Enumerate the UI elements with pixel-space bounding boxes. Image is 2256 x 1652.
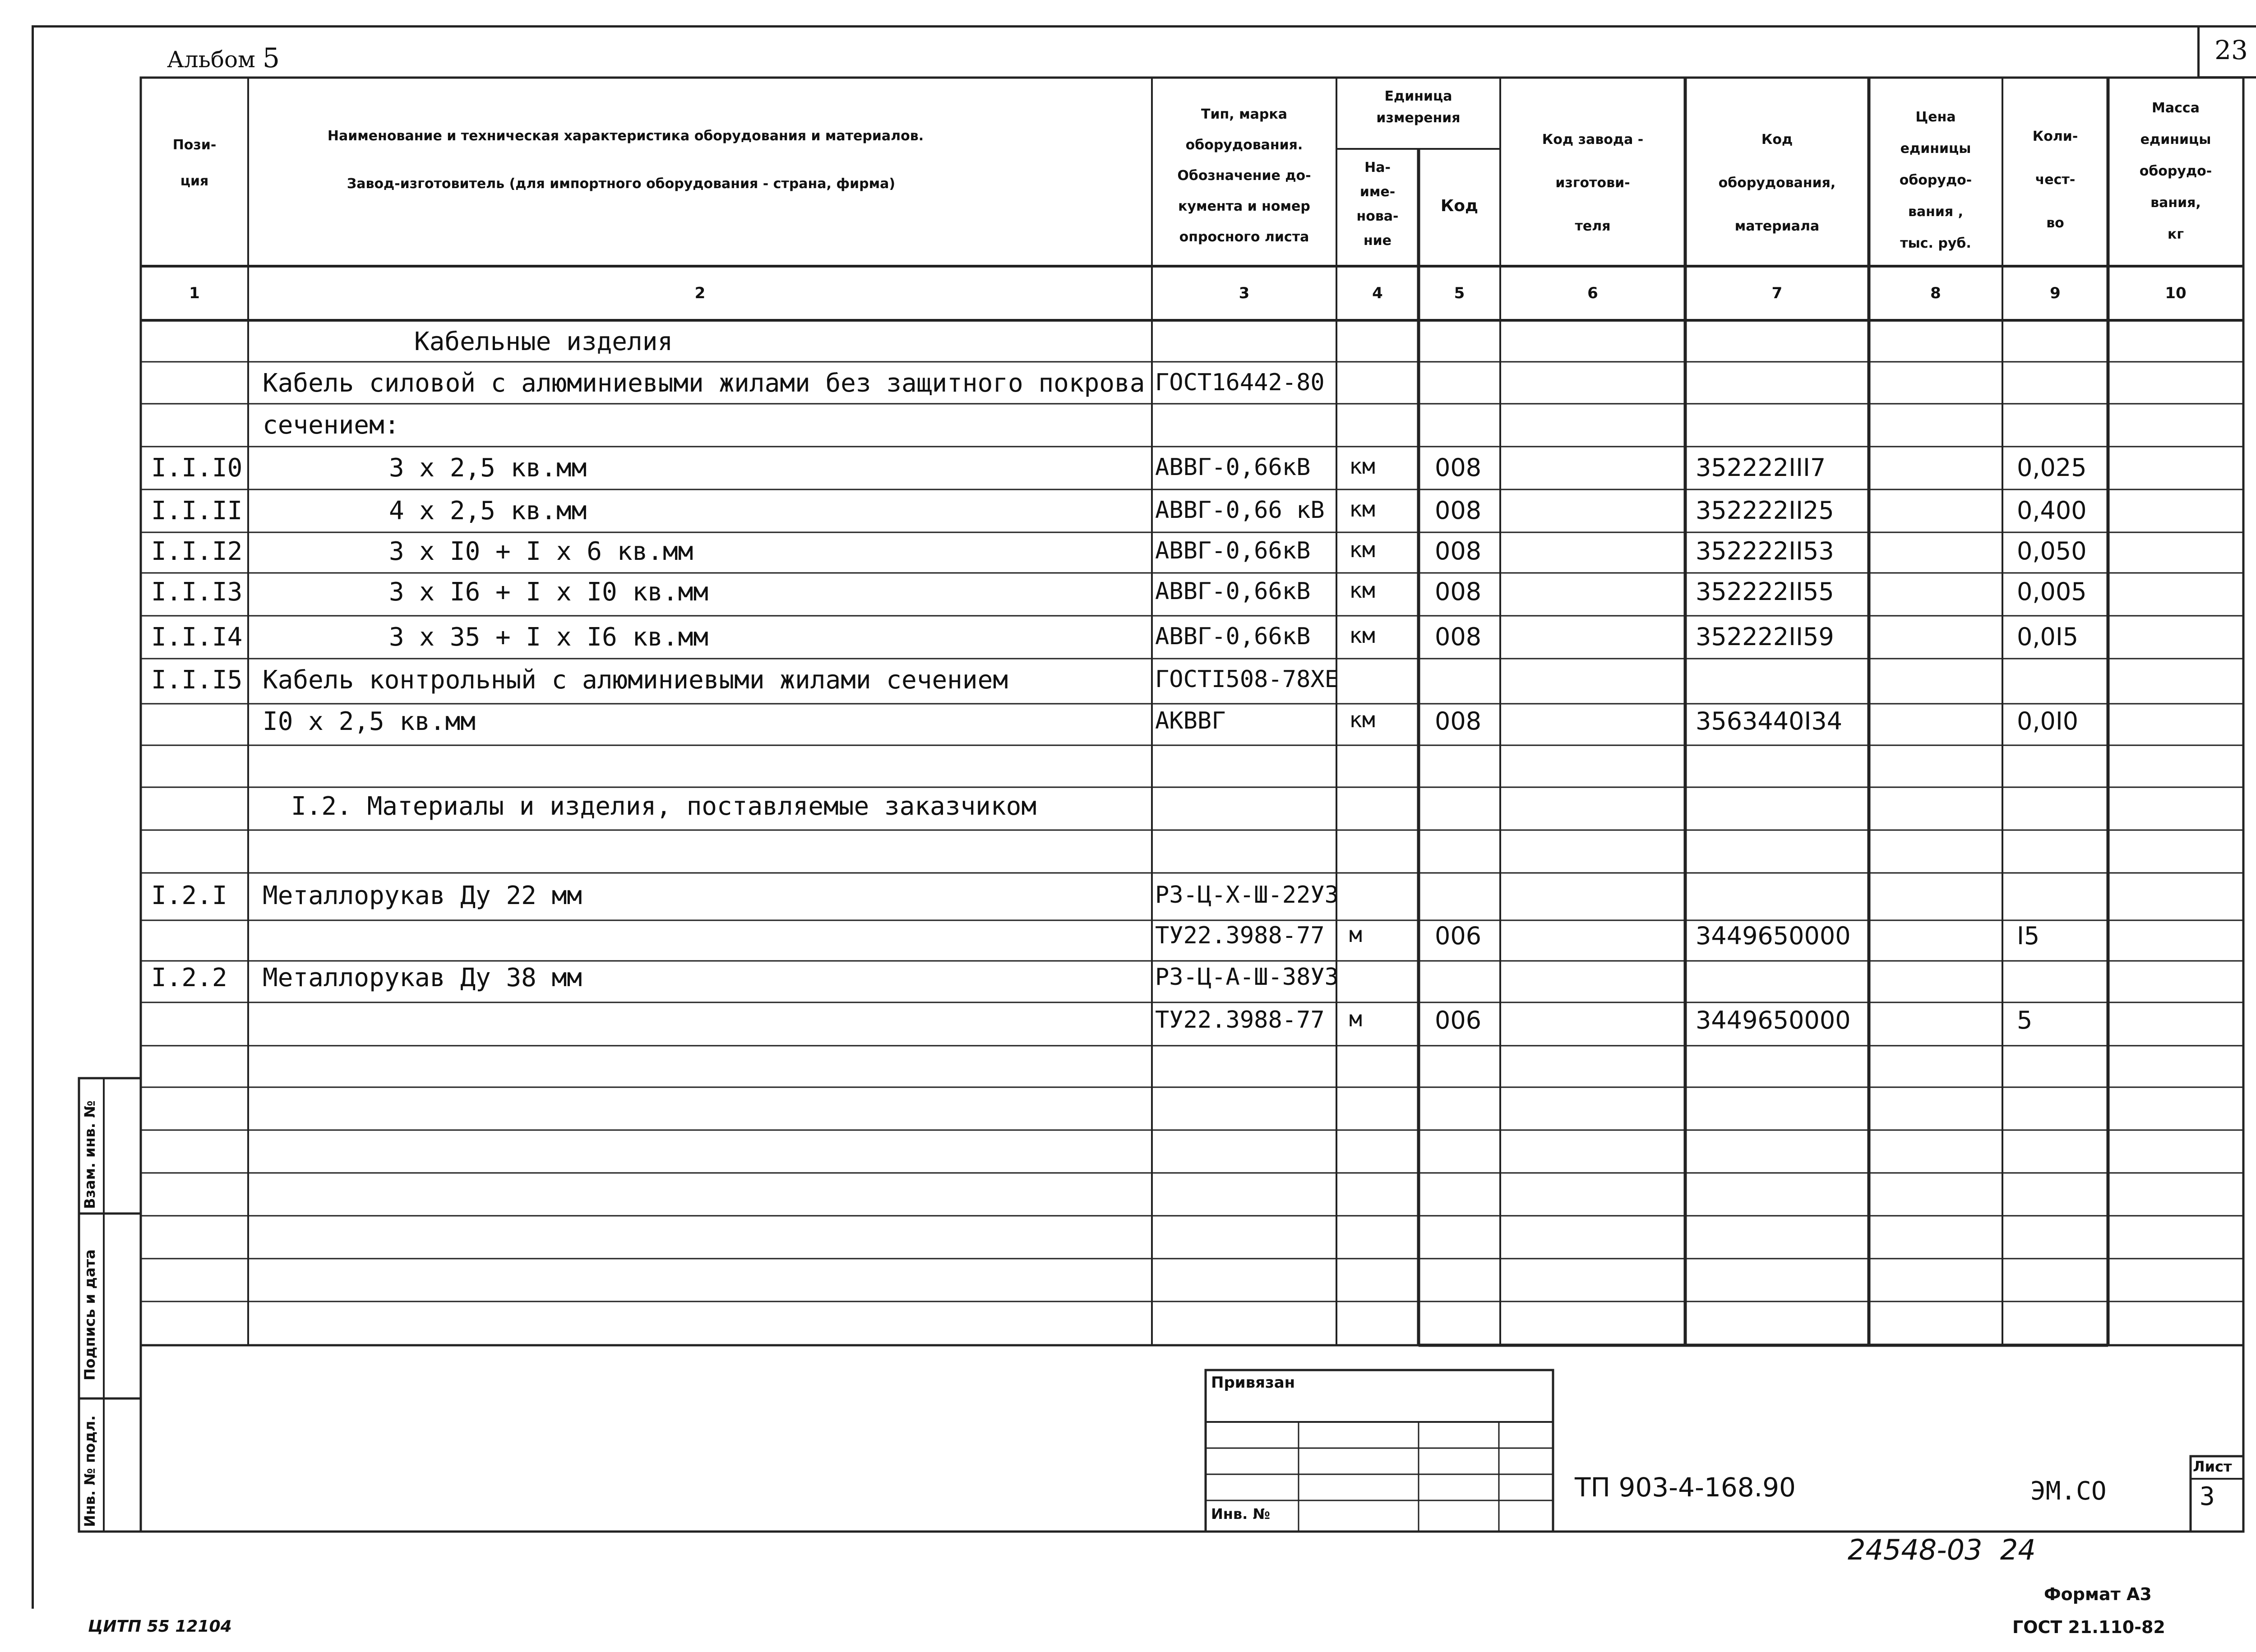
row-equipment-code: 3563440I34 <box>1696 707 1843 735</box>
row-unit-code: 008 <box>1435 707 1482 735</box>
row-quantity: 0,0I0 <box>2017 707 2079 735</box>
row-type: АВВГ-0,66кВ <box>1155 537 1311 564</box>
header-quantity <box>2002 115 2108 245</box>
side-label-signature-date: Подпись и дата <box>81 1249 98 1380</box>
page-number: 23 <box>2214 35 2248 65</box>
header-type-line2: оборудования. <box>1185 137 1303 153</box>
row-unit: м <box>1349 1006 1362 1032</box>
row-equipment-code: 352222II59 <box>1696 623 1834 651</box>
row-unit-code: 008 <box>1435 537 1482 565</box>
header-plant-code-line2: изготови- <box>1555 175 1630 191</box>
row-unit: км <box>1349 578 1375 603</box>
row-quantity: 5 <box>2017 1006 2033 1034</box>
row-quantity: 0,005 <box>2017 577 2087 606</box>
row-type: АВВГ-0,66кВ <box>1155 578 1311 605</box>
row-equipment-code: 352222II55 <box>1696 577 1834 606</box>
row-position: I.I.I0 <box>151 453 243 483</box>
row-position: I.I.I2 <box>151 537 243 566</box>
header-type-line5: опросного листа <box>1179 229 1309 245</box>
colnum-3: 3 <box>1239 284 1250 302</box>
row-type: ГОСТI508-78ХЕ <box>1155 666 1339 693</box>
row-unit: км <box>1349 707 1375 733</box>
row-unit-code: 006 <box>1435 1006 1482 1034</box>
header-quantity-line2: чест- <box>2035 172 2076 188</box>
header-unit-name-line2: име- <box>1359 184 1396 200</box>
album-label-text: Альбом <box>167 46 255 73</box>
row-unit-code: 008 <box>1435 453 1482 482</box>
row-quantity: 0,025 <box>2017 453 2087 482</box>
colnum-10: 10 <box>2165 284 2187 302</box>
row-unit: м <box>1349 922 1362 947</box>
row-type: ТУ22.3988-77 <box>1155 1006 1325 1034</box>
footer-format: Формат А3 <box>2044 1584 2152 1604</box>
colnum-2: 2 <box>694 284 706 302</box>
row-unit-code: 008 <box>1435 623 1482 651</box>
row-equipment-code: 352222III7 <box>1696 453 1826 482</box>
header-mass-line3: оборудо- <box>2139 163 2212 179</box>
header-name-line1: Наименование и техническая характеристика оборудования и материалов. <box>327 128 924 144</box>
row-position: I.I.I4 <box>151 623 243 652</box>
stamp-document-mark: ЭМ.СО <box>2030 1477 2107 1506</box>
stamp-bound-label: Привязан <box>1211 1374 1295 1392</box>
colnum-5: 5 <box>1454 284 1465 302</box>
header-unit-code: Код <box>1440 197 1479 215</box>
header-name-line2: Завод-изготовитель (для импортного оборудования - страна, фирма) <box>347 176 896 192</box>
row-equipment-code: 3449650000 <box>1696 922 1851 950</box>
row-name: Металлорукав Ду 38 мм <box>263 963 582 992</box>
row-name: 3 x 35 + I x I6 кв.мм <box>389 623 709 652</box>
row-name: 3 x 2,5 кв.мм <box>389 453 587 483</box>
row-position: I.I.I3 <box>151 577 243 607</box>
header-unit <box>1336 86 1500 129</box>
header-plant-code-line3: теля <box>1575 218 1611 234</box>
album-number: 5 <box>262 42 280 74</box>
row-type: АВВГ-0,66кВ <box>1155 454 1311 481</box>
colnum-7: 7 <box>1771 284 1783 302</box>
row-type: ГОСТ16442-80 <box>1155 369 1325 396</box>
header-type-line4: кумента и номер <box>1178 198 1310 214</box>
row-name: 3 x I6 + I x I0 кв.мм <box>389 577 709 607</box>
header-quantity-line3: во <box>2046 215 2064 231</box>
row-name: сечением: <box>263 411 400 440</box>
row-unit: км <box>1349 454 1375 479</box>
header-unit-name-line4: ние <box>1363 233 1392 249</box>
header-unit-name <box>1336 156 1419 253</box>
header-unit-name-line3: нова- <box>1356 208 1399 224</box>
header-equipment-code-line1: Код <box>1761 132 1793 148</box>
row-unit-code: 008 <box>1435 496 1482 525</box>
stamp-document-number: ТП 903-4-168.90 <box>1575 1472 1796 1503</box>
header-mass-line4: вания, <box>2150 195 2201 211</box>
row-quantity: 0,400 <box>2017 496 2087 525</box>
row-unit-code: 008 <box>1435 577 1482 606</box>
header-plant-code <box>1500 118 1685 248</box>
header-equipment-code <box>1685 118 1869 248</box>
row-unit: км <box>1349 623 1375 648</box>
stamp-sheet-label: Лист <box>2193 1458 2232 1475</box>
header-price <box>1869 102 2002 259</box>
footer-left-code: ЦИТП 55 12104 <box>88 1617 232 1636</box>
colnum-9: 9 <box>2050 284 2061 302</box>
row-equipment-code: 3449650000 <box>1696 1006 1851 1034</box>
header-price-line4: вания , <box>1908 204 1964 220</box>
row-equipment-code: 352222II53 <box>1696 537 1834 565</box>
header-mass-line1: Масса <box>2152 100 2200 116</box>
header-price-line5: тыс. руб. <box>1900 235 1971 251</box>
row-type: АВВГ-0,66кВ <box>1155 623 1311 650</box>
row-equipment-code: 352222II25 <box>1696 496 1834 525</box>
row-type: Р3-Ц-Х-Ш-22У3 <box>1155 881 1339 909</box>
header-type <box>1152 99 1336 253</box>
header-unit-line2: измерения <box>1376 110 1461 126</box>
row-name: 3 x I0 + I x 6 кв.мм <box>389 537 693 566</box>
header-name <box>248 122 1152 198</box>
stamp-sheet-number: 3 <box>2200 1482 2215 1511</box>
header-mass-line5: кг <box>2167 226 2184 242</box>
row-name: I.2. Материалы и изделия, поставляемые заказчиком <box>291 792 1037 821</box>
header-position-line1: Пози- <box>172 137 217 153</box>
row-unit: км <box>1349 497 1375 522</box>
colnum-8: 8 <box>1930 284 1941 302</box>
row-quantity: I5 <box>2017 922 2040 950</box>
row-position: I.I.I5 <box>151 665 243 695</box>
header-equipment-code-line3: материала <box>1734 218 1820 234</box>
stamp-inv-label: Инв. № <box>1211 1505 1270 1523</box>
header-unit-line1: Единица <box>1384 88 1452 104</box>
colnum-6: 6 <box>1587 284 1598 302</box>
header-quantity-line1: Коли- <box>2032 129 2078 144</box>
colnum-1: 1 <box>189 284 200 302</box>
row-unit-code: 006 <box>1435 922 1482 950</box>
row-position: I.I.II <box>151 496 243 526</box>
row-quantity: 0,0I5 <box>2017 623 2079 651</box>
header-type-line3: Обозначение до- <box>1177 168 1311 184</box>
row-type: АВВГ-0,66 кВ <box>1155 497 1325 524</box>
header-plant-code-line1: Код завода - <box>1542 132 1644 148</box>
side-label-original-inv: Инв. № подл. <box>81 1415 98 1527</box>
row-position: I.2.2 <box>151 963 227 992</box>
footer-gost: ГОСТ 21.110-82 <box>2012 1617 2165 1637</box>
row-unit: км <box>1349 537 1375 563</box>
row-type: АКВВГ <box>1155 707 1226 734</box>
row-quantity: 0,050 <box>2017 537 2087 565</box>
header-type-line1: Тип, марка <box>1201 106 1287 122</box>
row-type: Р3-Ц-А-Ш-38У3 <box>1155 964 1339 991</box>
row-name: Кабель контрольный с алюминиевыми жилами сечением <box>263 665 1008 695</box>
colnum-4: 4 <box>1372 284 1383 302</box>
side-label-replaced-inv: Взам. инв. № <box>81 1100 98 1209</box>
row-name: Кабель силовой с алюминиевыми жилами без защитного покрова <box>263 369 1145 398</box>
row-name: I0 x 2,5 кв.мм <box>263 707 476 736</box>
header-mass-line2: единицы <box>2140 132 2211 148</box>
header-price-line2: единицы <box>1900 141 1971 157</box>
row-name: Кабельные изделия <box>414 327 673 356</box>
row-name: Металлорукав Ду 22 мм <box>263 881 582 910</box>
row-position: I.2.I <box>151 881 227 910</box>
header-equipment-code-line2: оборудования, <box>1718 175 1836 191</box>
header-unit-name-line1: На- <box>1364 160 1391 175</box>
header-price-line1: Цена <box>1915 109 1956 125</box>
handwritten-number: 24548-03 24 <box>1848 1533 2036 1566</box>
header-price-line3: оборудо- <box>1899 172 1972 188</box>
header-position-line2: ция <box>180 173 209 189</box>
row-type: ТУ22.3988-77 <box>1155 922 1325 949</box>
header-mass <box>2108 92 2243 250</box>
row-name: 4 x 2,5 кв.мм <box>389 496 587 526</box>
